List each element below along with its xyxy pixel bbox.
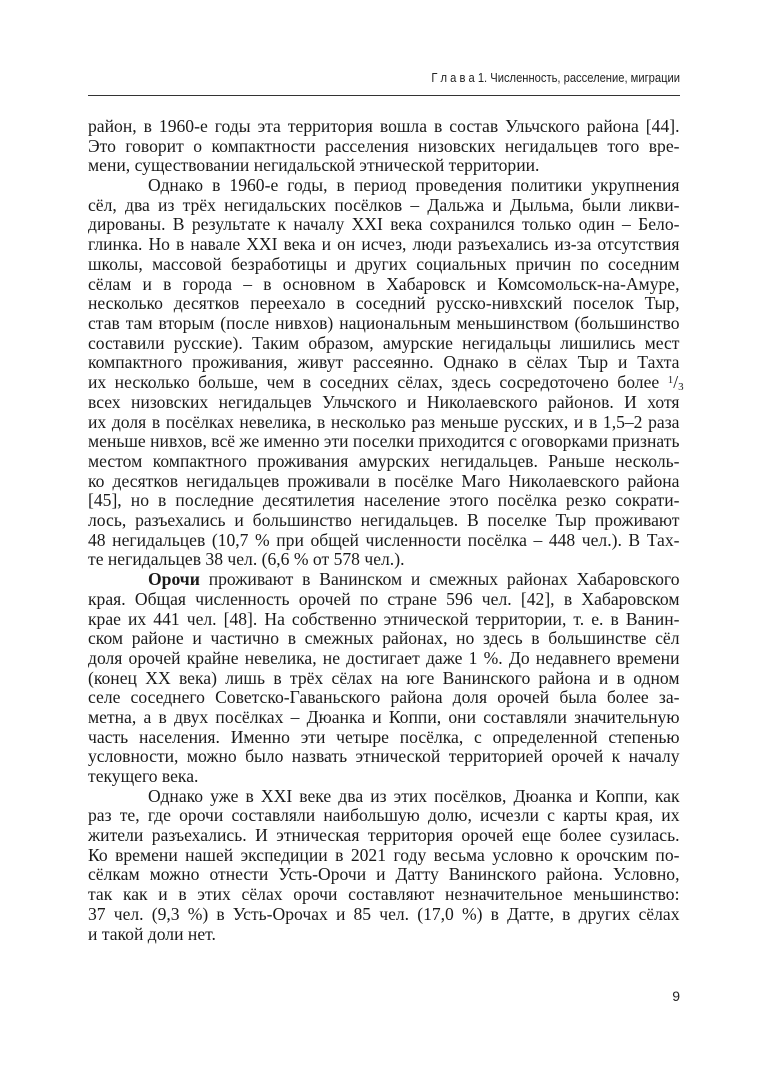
text-line — [88, 610, 680, 630]
text-line — [88, 413, 680, 433]
line-text: ко десятков негидальцев проживали в посёлке Маго Николаевского района — [88, 470, 680, 491]
text-line — [88, 137, 680, 157]
text-line — [88, 371, 684, 393]
line-text: дированы. В результате к началу XXI века сохранился только один – Бело- — [88, 214, 680, 235]
line-text: те негидальцев 38 чел. (6,6 % от 578 чел.). — [88, 549, 405, 570]
text-line — [88, 531, 680, 551]
bold-term: Орочи — [148, 569, 200, 590]
text-line — [88, 669, 680, 689]
line-text: мени, существовании негидальской этнической территории. — [88, 155, 540, 176]
header-rule — [88, 95, 680, 96]
line-text: став там вторым (после нивхов) национальным меньшинством (большинство — [88, 312, 680, 333]
text-line — [88, 255, 680, 275]
text-line — [88, 432, 680, 452]
line-text: (конец XX века) лишь в трёх сёлах на юге Ванинского района и в одном — [88, 667, 680, 688]
text-line — [88, 452, 680, 472]
line-text: жители разъехались. И этническая территория орочей еще более сузилась. — [88, 825, 680, 846]
line-text: Однако в 1960-е годы, в период проведения политики укрупнения — [148, 175, 680, 196]
text-line — [88, 728, 680, 748]
text-line — [88, 846, 680, 866]
line-text: составили русские). Таким образом, амурские негидальцы лишились мест — [88, 332, 680, 353]
page-number: 9 — [672, 988, 680, 1004]
text-line — [88, 905, 680, 925]
text-line — [88, 885, 680, 905]
text-line — [88, 826, 680, 846]
line-text: лось, разъехались и большинство негидальцев. В поселке Тыр проживают — [88, 510, 680, 531]
line-text: всех низовских негидальцев Ульчского и Николаевского районов. И хотя — [88, 391, 680, 412]
text-line — [88, 688, 680, 708]
text-line — [88, 550, 680, 570]
text-line — [88, 629, 680, 649]
line-text: Однако уже в XXI веке два из этих посёлков, Дюанка и Коппи, как — [148, 785, 680, 806]
text-line — [88, 747, 680, 767]
line-text: раз те, где орочи составляли наибольшую долю, исчезли с карты края, их — [88, 805, 680, 826]
line-text: несколько десятков переехало в соседний русско-нивхский поселок Тыр, — [88, 293, 680, 314]
fraction-denominator: 3 — [678, 380, 684, 393]
line-text: ском районе и частично в смежных районах, но здесь в большинстве сёл — [88, 628, 680, 649]
text-line — [88, 334, 680, 354]
text-line — [88, 511, 680, 531]
line-text: доля орочей крайне невелика, не достигает даже 1 %. До недавнего времени — [88, 647, 680, 668]
line-text: условности, можно было назвать этнической территорией орочей к началу — [88, 746, 680, 767]
line-text: часть населения. Именно эти четыре посёлка, с определенной степенью — [88, 726, 680, 747]
line-text: меньше нивхов, всё же именно эти поселки приходится с оговорками признать — [88, 431, 680, 452]
line-text: их несколько больше, чем в соседних сёлах, здесь сосредоточено более — [88, 371, 660, 392]
text-line — [88, 925, 680, 945]
text-line — [88, 491, 680, 511]
line-text: метна, а в двух посёлках – Дюанка и Коппи, они составляли значительную — [88, 706, 680, 727]
line-text: текущего века. — [88, 766, 199, 786]
text-line — [88, 156, 680, 176]
line-text: проживают в Ванинском и смежных районах Хабаровского — [199, 569, 680, 590]
line-text: крае их 441 чел. [48]. На собственно этнической территории, т. е. в Ванин- — [88, 608, 680, 629]
text-line — [88, 215, 680, 235]
text-line — [88, 393, 680, 413]
line-text: сёл, два из трёх негидальских посёлков – Дальжа и Дыльма, были ликви- — [88, 194, 680, 215]
fraction-numerator: 1 — [667, 373, 674, 386]
page-body — [88, 116, 684, 944]
text-line — [88, 275, 680, 295]
text-line — [88, 294, 680, 314]
fraction: 1/3 — [667, 371, 684, 393]
line-text: район, в 1960-е годы эта территория вошла в состав Ульчского района [44]. — [88, 116, 680, 136]
line-text: 37 чел. (9,3 %) в Усть-Орочах и 85 чел. (17,0 %) в Датте, в других сёлах — [88, 903, 680, 924]
line-text: школы, массовой безработицы и других социальных причин по соседним — [88, 253, 680, 274]
line-text: Это говорит о компактности расселения низовских негидальцев того вре- — [88, 135, 680, 156]
running-header: Г л а в а 1. Численность, расселение, миграции — [431, 70, 680, 85]
text-line — [88, 472, 680, 492]
text-line — [88, 865, 680, 885]
line-text: компактного проживания, живут рассеянно. Однако в сёлах Тыр и Тахта — [88, 352, 680, 373]
text-line — [88, 590, 680, 610]
text-line — [88, 117, 680, 137]
line-text: сёлам и в города – в основном в Хабаровск и Комсомольск-на-Амуре, — [88, 273, 680, 294]
line-text: местом компактного проживания амурских негидальцев. Раньше несколь- — [88, 451, 680, 471]
line-text: и такой доли нет. — [88, 923, 216, 944]
text-line — [88, 196, 680, 216]
text-line — [88, 767, 680, 787]
text-line — [88, 806, 680, 826]
text-line — [88, 570, 680, 590]
line-text: 48 негидальцев (10,7 % при общей численности посёлка – 448 чел.). В Тах- — [88, 529, 680, 550]
text-line — [88, 649, 680, 669]
line-text: глинка. Но в навале XXI века и он исчез, люди разъехались из-за отсутствия — [88, 234, 680, 255]
text-line — [88, 353, 680, 373]
text-line — [88, 176, 680, 196]
line-text: сёлкам можно отнести Усть-Орочи и Датту Ванинского района. Условно, — [88, 864, 680, 885]
text-line — [88, 708, 680, 728]
text-line — [88, 235, 680, 255]
line-text: селе соседнего Советско-Гаваньского района доля орочей была более за- — [88, 687, 680, 708]
line-text: так как и в этих сёлах орочи составляют незначительное меньшинство: — [88, 884, 680, 905]
line-text: края. Общая численность орочей по стране 596 чел. [42], в Хабаровском — [88, 588, 680, 609]
text-line — [88, 787, 680, 807]
text-line — [88, 314, 680, 334]
line-text: их доля в посёлках невелика, в несколько раз меньше русских, и в 1,5–2 раза — [88, 411, 680, 432]
line-text: Ко времени нашей экспедиции в 2021 году весьма условно к орочским по- — [88, 844, 680, 865]
line-text: [45], но в последние десятилетия население этого посёлка резко сократи- — [88, 490, 680, 511]
